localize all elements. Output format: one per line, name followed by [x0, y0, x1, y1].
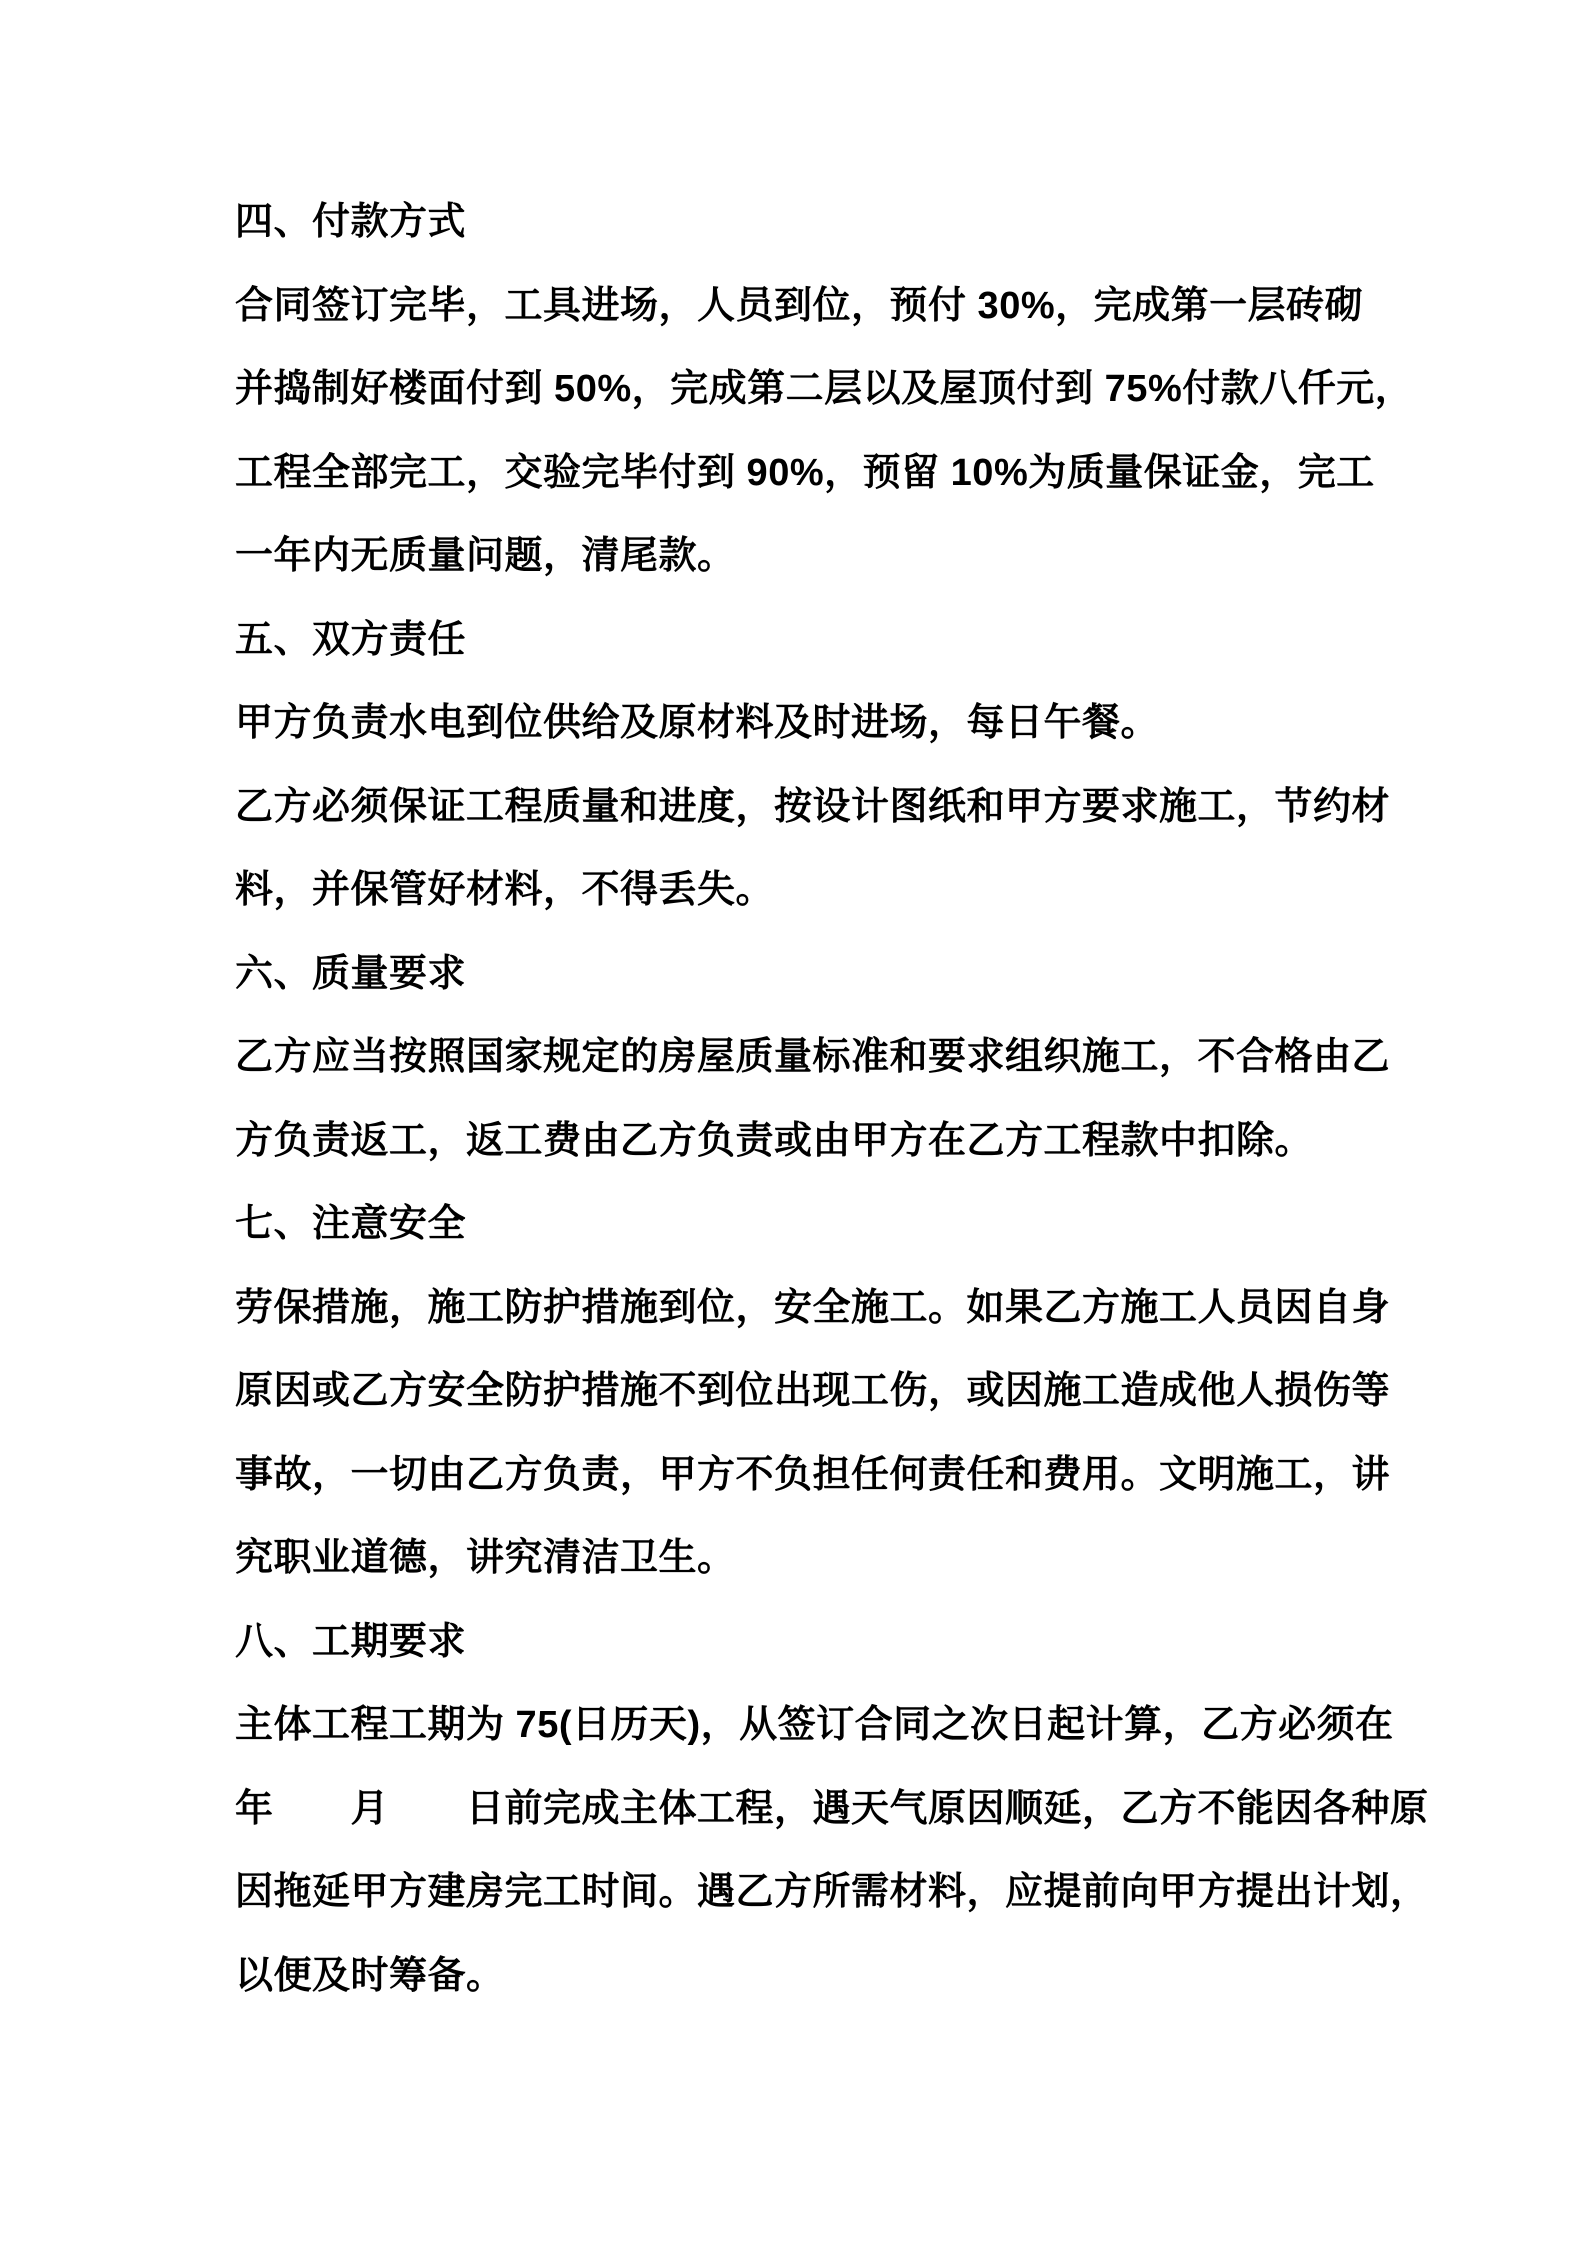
- paragraph-line: 并捣制好楼面付到 50%，完成第二层以及屋顶付到 75%付款八仟元，: [235, 368, 1414, 410]
- paragraph-line: 因拖延甲方建房完工时间。遇乙方所需材料，应提前向甲方提出计划，: [235, 1871, 1429, 1913]
- paragraph-line: 年 月 日前完成主体工程，遇天气原因顺延，乙方不能因各种原: [235, 1787, 1429, 1830]
- paragraph-line: 乙方应当按照国家规定的房屋质量标准和要求组织施工，不合格由乙: [235, 1036, 1391, 1078]
- paragraph-line: 究职业道德，讲究清洁卫生。: [235, 1537, 736, 1579]
- paragraph-line: 甲方负责水电到位供给及原材料及时进场，每日午餐。: [235, 702, 1160, 744]
- paragraph-line: 乙方必须保证工程质量和进度，按设计图纸和甲方要求施工，节约材: [235, 785, 1391, 828]
- paragraph-line: 事故，一切由乙方负责，甲方不负担任何责任和费用。文明施工，讲: [235, 1453, 1391, 1496]
- document-body: [235, 181, 1429, 2018]
- paragraph-line: 一年内无质量问题，清尾款。: [235, 535, 736, 577]
- paragraph-line: 主体工程工期为 75(日历天)，从签订合同之次日起计算，乙方必须在: [235, 1704, 1394, 1746]
- paragraph-line: 原因或乙方安全防护措施不到位出现工伤，或因施工造成他人损伤等: [235, 1370, 1391, 1412]
- section-heading: 七、注意安全: [235, 1203, 467, 1245]
- section-heading: 五、双方责任: [235, 618, 467, 661]
- section-heading: 六、质量要求: [235, 952, 467, 995]
- paragraph-line: 工程全部完工，交验完毕付到 90%，预留 10%为质量保证金，完工: [235, 451, 1375, 494]
- paragraph-line: 劳保措施，施工防护措施到位，安全施工。如果乙方施工人员因自身: [235, 1286, 1391, 1329]
- paragraph-line: 以便及时筹备。: [235, 1954, 505, 1997]
- section-heading: 四、付款方式: [235, 201, 467, 243]
- section-heading: 八、工期要求: [235, 1620, 467, 1663]
- paragraph-line: 合同签订完毕，工具进场，人员到位，预付 30%，完成第一层砖砌: [235, 284, 1364, 327]
- paragraph-line: 方负责返工，返工费由乙方负责或由甲方在乙方工程款中扣除。: [235, 1119, 1314, 1162]
- paragraph-line: 料，并保管好材料，不得丢失。: [235, 869, 775, 911]
